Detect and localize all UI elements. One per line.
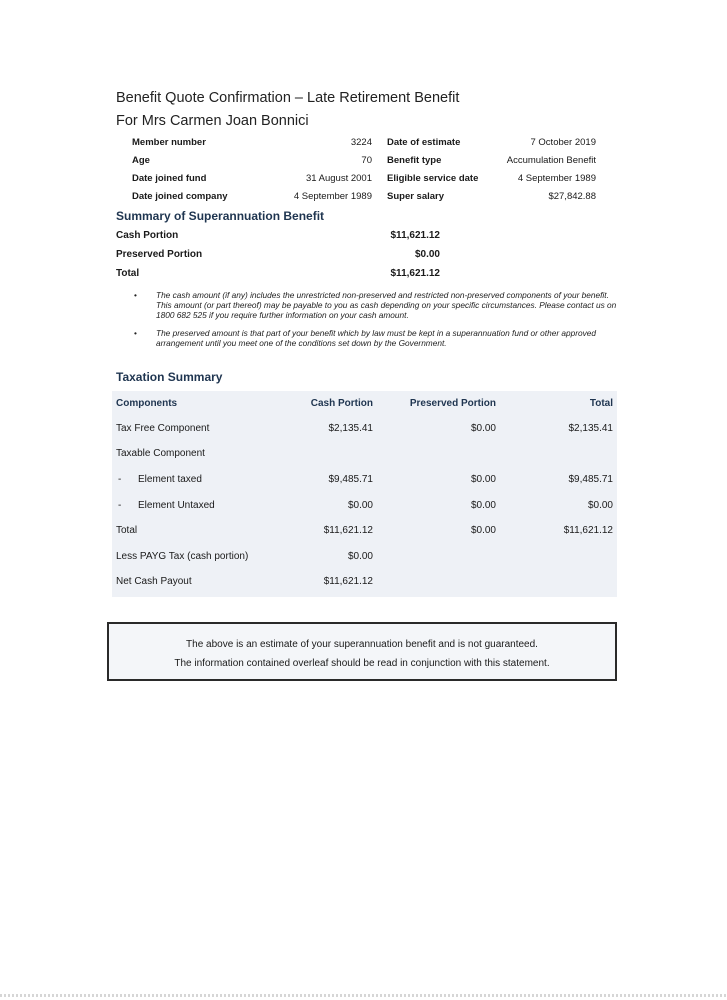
notice-line: The information contained overleaf should be read in conjunction with this statement. <box>174 658 550 669</box>
summary-row-label: Preserved Portion <box>116 249 203 260</box>
column-header-preserved: Preserved Portion <box>409 398 496 409</box>
cash-cell: $11,621.12 <box>323 525 373 536</box>
total-cell: $9,485.71 <box>568 474 613 485</box>
note-item <box>128 290 618 320</box>
age-value: 70 <box>361 155 372 166</box>
total-cell: $0.00 <box>587 500 613 511</box>
row-label: Tax Free Component <box>116 423 210 434</box>
summary-row <box>116 268 446 284</box>
eligible-service-date-label: Eligible service date <box>387 173 479 184</box>
row-label: Element taxed <box>138 474 202 485</box>
table-row <box>112 576 617 592</box>
summary-row <box>116 230 446 246</box>
column-header-total: Total <box>589 398 613 409</box>
preserved-cell: $0.00 <box>470 423 496 434</box>
total-cell: $2,135.41 <box>568 423 613 434</box>
cash-cell: $11,621.12 <box>323 576 373 587</box>
eligible-service-date-value: 4 September 1989 <box>517 173 596 184</box>
bullet-icon: • <box>134 290 137 300</box>
taxation-table <box>112 391 617 597</box>
age-label: Age <box>132 155 150 166</box>
row-prefix: - <box>118 500 122 511</box>
info-row <box>0 191 727 207</box>
summary-heading: Summary of Superannuation Benefit <box>116 209 325 223</box>
table-row <box>112 551 617 567</box>
note-text: The preserved amount is that part of your benefit which by law must be kept in a superannuation fund or other approved arrangement until you meet one of the conditions set down by the Government. <box>156 328 596 348</box>
column-header-cash: Cash Portion <box>310 398 373 409</box>
summary-row-value: $0.00 <box>414 249 440 260</box>
row-label: Less PAYG Tax (cash portion) <box>116 551 249 562</box>
cash-cell: $0.00 <box>347 551 373 562</box>
benefit-type-label: Benefit type <box>387 155 442 166</box>
cash-cell: $2,135.41 <box>328 423 373 434</box>
note-text: The cash amount (if any) includes the unrestricted non-preserved and restricted non-preserved components of your benefit. This amount (or part thereof) may be payable to you as cash depending on your specific circumstances. Please contact us on 1800 682 525 if you require further information on your cash amount. <box>156 290 617 320</box>
super-salary-label: Super salary <box>387 191 445 202</box>
taxation-header-row <box>112 398 617 414</box>
preserved-cell: $0.00 <box>470 525 496 536</box>
scan-edge <box>0 994 727 997</box>
preserved-cell: $0.00 <box>470 474 496 485</box>
date-joined-company-label: Date joined company <box>132 191 228 202</box>
total-cell: $11,621.12 <box>563 525 613 536</box>
summary-row <box>116 249 446 265</box>
document-title: Benefit Quote Confirmation – Late Retirement Benefit <box>116 90 460 106</box>
table-row <box>112 448 617 464</box>
document-subtitle: For Mrs Carmen Joan Bonnici <box>116 113 309 129</box>
cash-cell: $9,485.71 <box>328 474 373 485</box>
taxation-heading: Taxation Summary <box>116 370 223 384</box>
info-row <box>0 173 727 189</box>
row-label: Net Cash Payout <box>116 576 192 587</box>
table-row <box>112 500 617 516</box>
notice-line: The above is an estimate of your superannuation benefit and is not guaranteed. <box>186 639 538 650</box>
row-prefix: - <box>118 474 122 485</box>
row-label: Taxable Component <box>116 448 205 459</box>
row-label: Element Untaxed <box>138 500 215 511</box>
date-joined-fund-label: Date joined fund <box>132 173 207 184</box>
benefit-type-value: Accumulation Benefit <box>506 155 596 166</box>
table-row <box>112 423 617 439</box>
preserved-cell: $0.00 <box>470 500 496 511</box>
table-row <box>112 474 617 490</box>
bullet-icon: • <box>134 328 137 338</box>
date-of-estimate-value: 7 October 2019 <box>530 137 596 148</box>
date-joined-fund-value: 31 August 2001 <box>305 173 372 184</box>
table-row <box>112 525 617 541</box>
column-header-components: Components <box>116 398 178 409</box>
date-joined-company-value: 4 September 1989 <box>293 191 372 202</box>
info-row <box>0 137 727 153</box>
info-row <box>0 155 727 171</box>
super-salary-value: $27,842.88 <box>548 191 596 202</box>
summary-row-label: Total <box>116 268 140 279</box>
estimate-notice <box>107 622 617 681</box>
member-number-value: 3224 <box>350 137 372 148</box>
summary-row-value: $11,621.12 <box>390 230 440 241</box>
date-of-estimate-label: Date of estimate <box>387 137 461 148</box>
summary-row-label: Cash Portion <box>116 230 179 241</box>
notes-list <box>128 290 618 356</box>
row-label: Total <box>116 525 138 536</box>
member-number-label: Member number <box>132 137 206 148</box>
cash-cell: $0.00 <box>347 500 373 511</box>
note-item <box>128 328 618 348</box>
summary-row-value: $11,621.12 <box>390 268 440 279</box>
